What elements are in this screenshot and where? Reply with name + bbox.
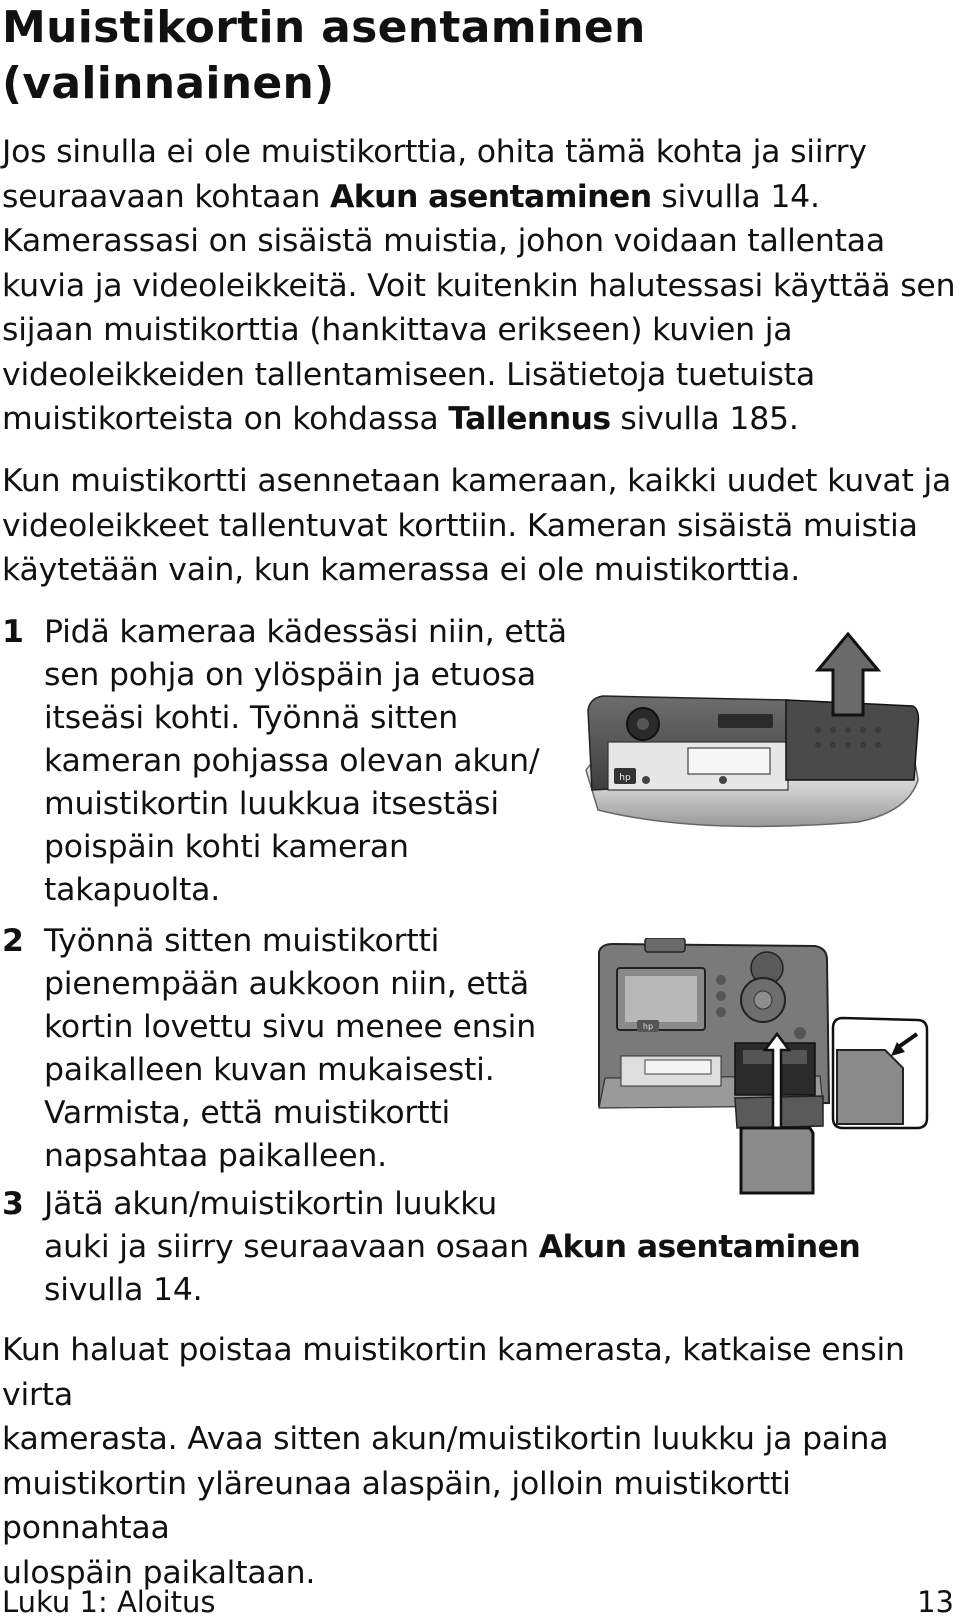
- card-notch-detail-icon: [837, 1050, 903, 1124]
- text-line: itseäsi kohti. Työnnä sitten: [44, 700, 458, 736]
- step-number: 2: [2, 923, 24, 959]
- text-line: videoleikkeiden tallentamiseen. Lisätietoja tuetuista: [2, 356, 815, 393]
- text-line: paikalleen kuvan mukaisesti.: [44, 1052, 495, 1088]
- text-line: kameran pohjassa olevan akun/: [44, 743, 540, 779]
- step-2-text: [44, 920, 536, 1178]
- hp-logo-icon: hp: [619, 773, 631, 783]
- intro-paragraph: [2, 130, 955, 442]
- text-line: seuraavaan kohtaan: [2, 178, 331, 215]
- chapter-footer: Luku 1: Aloitus: [2, 1585, 216, 1619]
- hp-logo-icon: hp: [642, 1022, 654, 1031]
- text-line: muistikortin luukkua itsestäsi: [44, 786, 499, 822]
- cross-reference-link[interactable]: Akun asentaminen: [330, 178, 652, 215]
- camera-card-insert-illustration: [585, 938, 930, 1198]
- text-line: ulospäin paikaltaan.: [2, 1554, 316, 1591]
- removal-paragraph: [2, 1328, 960, 1595]
- text-line: sivulla 14.: [651, 178, 820, 215]
- memory-card-paragraph: [2, 459, 951, 593]
- page-title: [2, 0, 646, 112]
- text-line: sen pohja on ylöspäin ja etuosa: [44, 657, 536, 693]
- page-number: 13: [917, 1585, 954, 1619]
- text-line: Kun muistikortti asennetaan kameraan, kaikki uudet kuvat ja: [2, 463, 952, 499]
- text-line: poispäin kohti kameran: [44, 829, 409, 865]
- text-line: Jos sinulla ei ole muistikorttia, ohita tämä kohta ja siirry: [2, 134, 867, 170]
- text-line: auki ja siirry seuraavaan osaan: [44, 1229, 539, 1265]
- title-line-1: Muistikortin asentaminen: [2, 2, 646, 53]
- step-3-text: [44, 1183, 860, 1312]
- text-line: Työnnä sitten muistikortti: [44, 923, 440, 959]
- step-number: 3: [2, 1186, 24, 1222]
- text-line: videoleikkeet tallentuvat korttiin. Kameran sisäistä muistia: [2, 507, 918, 544]
- text-line: pienempään aukkoon niin, että: [44, 966, 529, 1002]
- text-line: sivulla 185.: [610, 401, 799, 437]
- text-line: sijaan muistikorttia (hankittava erikseen) kuvien ja: [2, 312, 793, 348]
- text-line: Kun haluat poistaa muistikortin kamerasta, katkaise ensin virta: [2, 1332, 905, 1413]
- text-line: Varmista, että muistikortti: [44, 1095, 451, 1131]
- text-line: kuvia ja videoleikkeitä. Voit kuitenkin halutessasi käyttää sen: [2, 267, 956, 304]
- text-line: sivulla 14.: [44, 1272, 203, 1308]
- text-line: Pidä kameraa kädessäsi niin, että: [44, 614, 567, 650]
- step-1-text: [44, 611, 567, 912]
- text-line: muistikorteista on kohdassa: [2, 401, 449, 437]
- text-line: takapuolta.: [44, 872, 221, 908]
- text-line: Jätä akun/muistikortin luukku: [44, 1186, 498, 1222]
- text-line: kortin lovettu sivu menee ensin: [44, 1009, 537, 1045]
- text-line: Kamerassasi on sisäistä muistia, johon voidaan tallentaa: [2, 223, 885, 259]
- memory-card-icon: [741, 1128, 813, 1193]
- text-line: napsahtaa paikalleen.: [44, 1138, 387, 1174]
- title-line-2: (valinnainen): [2, 58, 335, 109]
- cross-reference-link[interactable]: Akun asentaminen: [538, 1229, 861, 1265]
- cross-reference-link[interactable]: Tallennus: [448, 401, 611, 437]
- camera-bottom-illustration: [578, 630, 923, 835]
- text-line: käytetään vain, kun kamerassa ei ole muistikorttia.: [2, 552, 801, 588]
- text-line: muistikortin yläreunaa alaspäin, jolloin muistikortti ponnahtaa: [2, 1465, 791, 1546]
- text-line: kamerasta. Avaa sitten akun/muistikortin luukku ja paina: [2, 1421, 889, 1457]
- step-number: 1: [2, 614, 24, 650]
